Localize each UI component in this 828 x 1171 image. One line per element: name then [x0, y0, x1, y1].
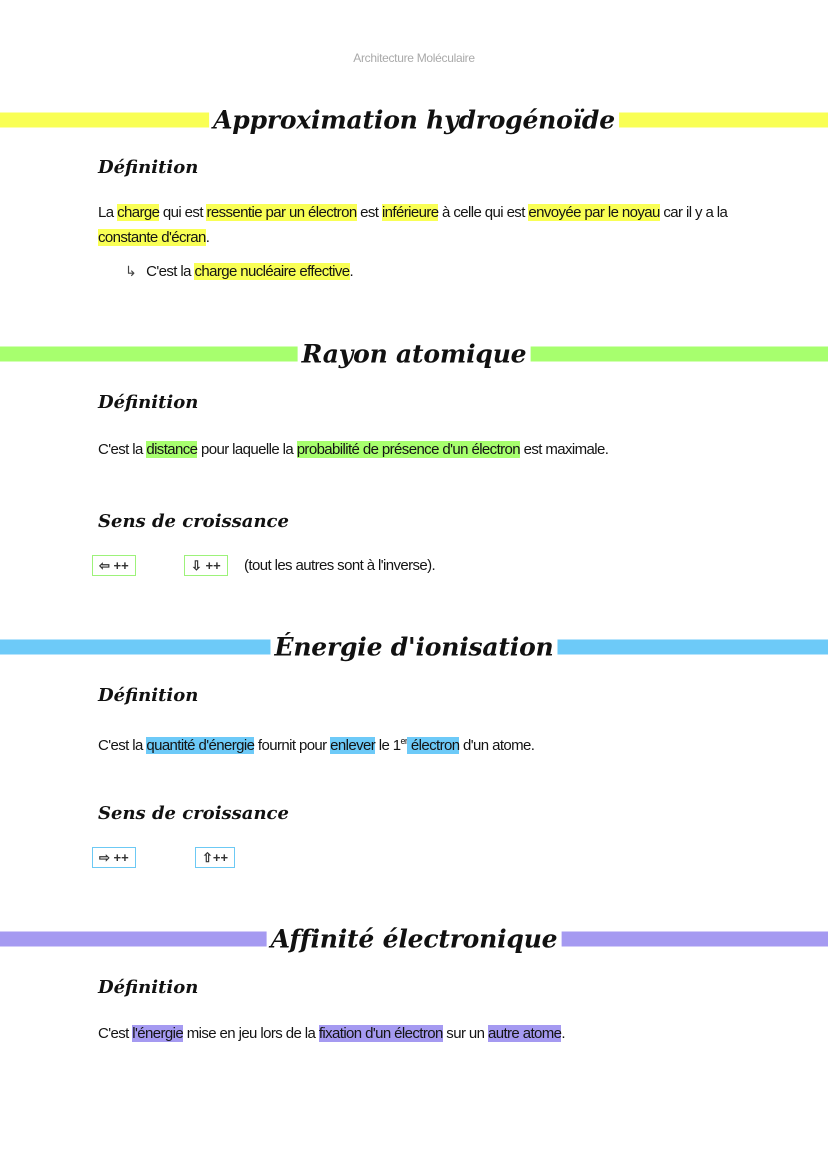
consequence-line: ↳ C'est la charge nucléaire effective. — [125, 263, 354, 280]
definition-text: C'est la quantité d'énergie fournit pour enlever le 1er électron d'un atome. — [98, 736, 535, 754]
page-header: Architecture Moléculaire — [353, 51, 475, 65]
definition-heading: Définition — [98, 977, 199, 998]
definition-text: La charge qui est ressentie par un électron est inférieure à celle qui est envoyée par le noyau car il y a la constante d'écran. — [98, 204, 728, 246]
growth-heading: Sens de croissance — [98, 511, 289, 532]
growth-heading: Sens de croissance — [98, 803, 289, 824]
definition-heading: Définition — [98, 685, 199, 706]
section-title: Affinité électronique — [267, 925, 562, 954]
section-band-affinity — [0, 912, 828, 966]
arrow-right-icon: ↳ — [125, 263, 137, 279]
section-band-ionization — [0, 620, 828, 674]
definition-text: C'est l'énergie mise en jeu lors de la fixation d'un électron sur un autre atome. — [98, 1025, 565, 1042]
definition-text: C'est la distance pour laquelle la probabilité de présence d'un électron est maximale. — [98, 441, 609, 458]
growth-box-right: ⇨ ++ — [92, 847, 136, 868]
section-title: Énergie d'ionisation — [270, 633, 557, 662]
growth-box-up: ⇧++ — [195, 847, 235, 868]
growth-box-left: ⇦ ++ — [92, 555, 136, 576]
section-band-hydrogenoid — [0, 93, 828, 147]
section-band-atomic-radius — [0, 327, 828, 381]
growth-box-down: ⇩ ++ — [184, 555, 228, 576]
growth-note: (tout les autres sont à l'inverse). — [244, 557, 436, 574]
definition-heading: Définition — [98, 157, 199, 178]
section-title: Approximation hydrogénoïde — [209, 106, 619, 135]
definition-heading: Définition — [98, 392, 199, 413]
section-title: Rayon atomique — [298, 340, 531, 369]
